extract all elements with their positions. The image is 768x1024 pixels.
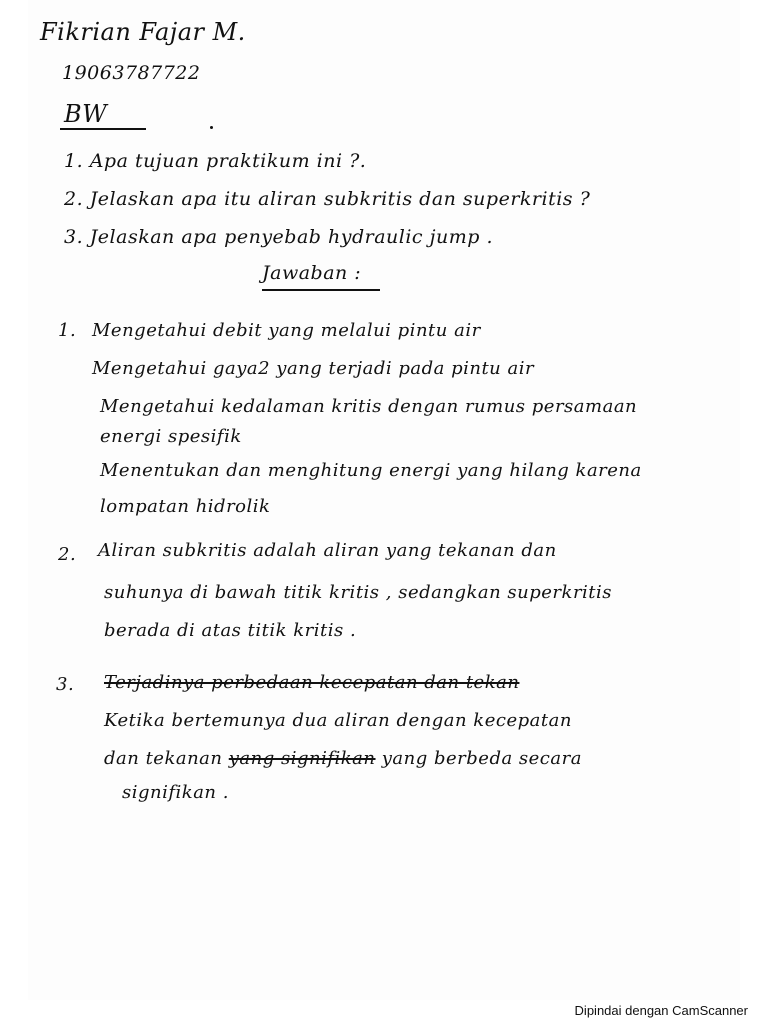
answer-1-number: 1. (58, 320, 77, 341)
scanner-watermark: Dipindai dengan CamScanner (574, 1003, 748, 1018)
answer-3-line-2-start: dan tekanan (104, 748, 223, 769)
answer-1-line-4: energi spesifik (100, 426, 242, 447)
question-1 (64, 150, 366, 172)
class-code-underline (60, 128, 146, 130)
question-3 (64, 226, 493, 248)
answer-1-line-6: lompatan hidrolik (100, 496, 271, 517)
answer-2-line-3: berada di atas titik kritis . (104, 620, 357, 641)
answer-3-struck-line: Terjadinya perbedaan kecepatan dan tekan (104, 672, 520, 693)
question-2-number: 2. (64, 188, 84, 210)
answers-heading-underline (262, 289, 380, 291)
question-2-text: Jelaskan apa itu aliran subkritis dan superkritis ? (89, 188, 591, 210)
answer-3-line-2 (104, 748, 582, 769)
class-code: BW (64, 100, 108, 128)
answer-1-line-5: Menentukan dan menghitung energi yang hilang karena (100, 460, 642, 481)
answer-3-line-1: Ketika bertemunya dua aliran dengan kecepatan (104, 710, 572, 731)
student-id: 19063787722 (62, 62, 201, 84)
answer-3-number: 3. (56, 674, 75, 695)
answer-2-number: 2. (58, 544, 77, 565)
answer-1-line-1: Mengetahui debit yang melalui pintu air (92, 320, 481, 341)
answer-3-line-2-end: yang berbeda secara (381, 748, 582, 769)
question-2 (64, 188, 590, 210)
answer-3-line-2-struck: yang signifikan (228, 748, 376, 769)
answer-2-line-1: Aliran subkritis adalah aliran yang tekanan dan (98, 540, 557, 561)
student-name: Fikrian Fajar M. (40, 18, 246, 46)
question-3-text: Jelaskan apa penyebab hydraulic jump . (89, 226, 493, 248)
answer-2-line-2: suhunya di bawah titik kritis , sedangkan superkritis (104, 582, 613, 603)
stray-dot (210, 126, 213, 129)
answers-heading: Jawaban : (262, 262, 362, 284)
answer-3-line-3: signifikan . (122, 782, 229, 803)
answer-1-line-2: Mengetahui gaya2 yang terjadi pada pintu air (92, 358, 535, 379)
question-3-number: 3. (64, 226, 84, 248)
answer-1-line-3: Mengetahui kedalaman kritis dengan rumus persamaan (100, 396, 638, 417)
question-1-number: 1. (64, 150, 84, 172)
question-1-text: Apa tujuan praktikum ini ?. (89, 150, 367, 172)
